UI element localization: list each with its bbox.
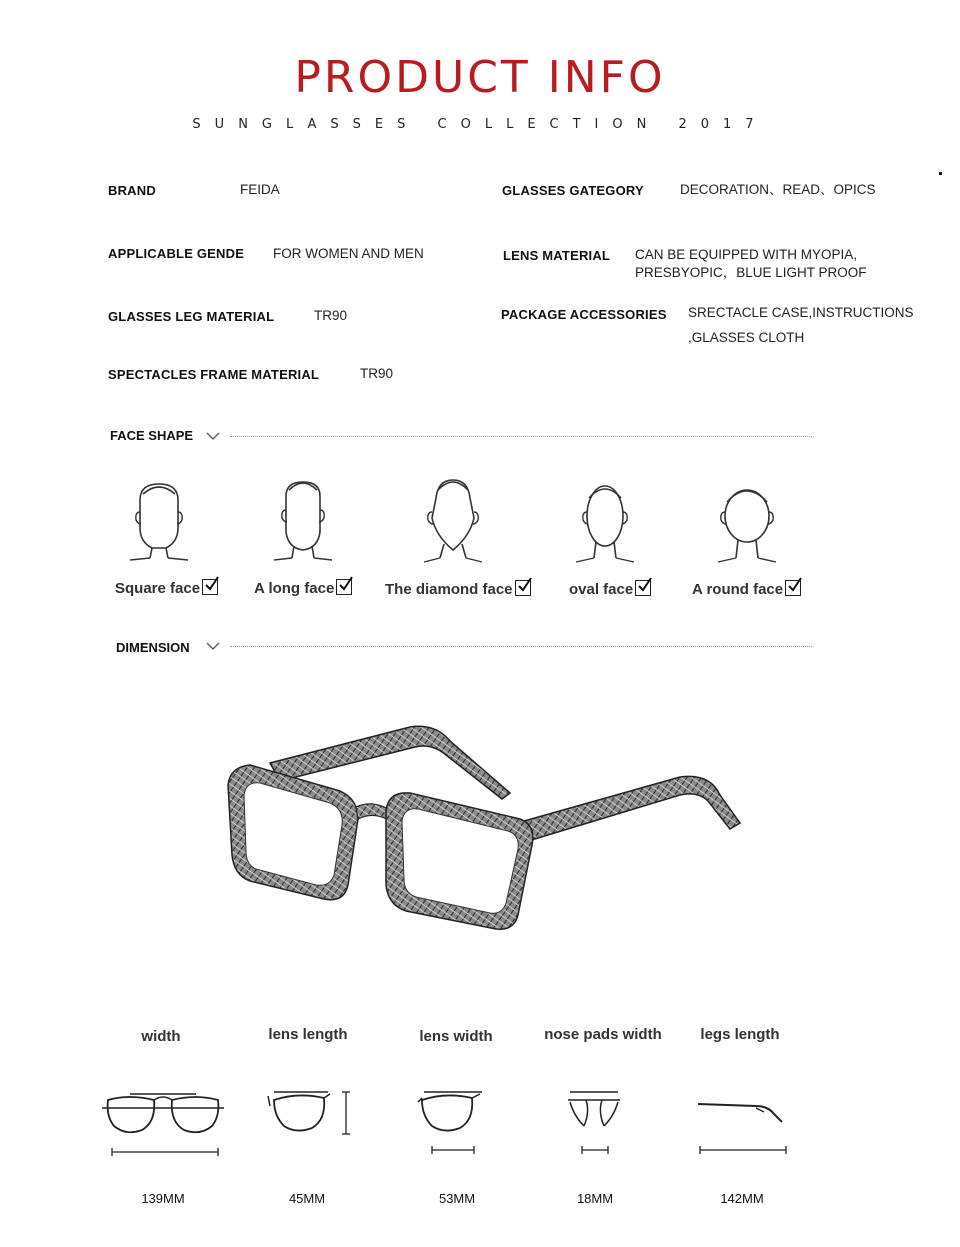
category-value: DECORATION、READ、OPICS: [680, 182, 876, 197]
face-label-round: [692, 580, 801, 598]
dim-value-width: 139MM: [141, 1191, 185, 1206]
face-label-oval: [569, 580, 651, 598]
nose-pads-icon: [564, 1082, 624, 1160]
glasses-width-icon: [100, 1082, 226, 1160]
diamond-face-icon: [418, 474, 488, 564]
dim-value-lens-length: 45MM: [288, 1191, 326, 1206]
face-shape-divider: [230, 436, 812, 437]
face-label-text: oval face: [569, 581, 634, 598]
chevron-down-icon: [206, 431, 220, 441]
face-label-long: [254, 579, 352, 597]
checkbox-checked-icon: [785, 580, 801, 596]
category-label: GLASSES GATEGORY: [502, 183, 644, 198]
oval-face-icon: [572, 478, 638, 564]
face-label-text: The diamond face: [385, 581, 513, 598]
frame-material-value: TR90: [360, 366, 394, 381]
product-glasses-image: [210, 715, 770, 945]
dim-label-legs-length: legs length: [700, 1026, 780, 1043]
long-face-icon: [270, 476, 336, 562]
face-label-text: A long face: [254, 580, 335, 597]
face-shape-heading: FACE SHAPE: [110, 428, 194, 443]
face-label-square: [115, 579, 218, 597]
chevron-down-icon: [206, 641, 220, 651]
face-label-diamond: [385, 580, 531, 598]
square-face-icon: [126, 478, 192, 562]
dim-value-legs-length: 142MM: [720, 1191, 764, 1206]
brand-value: FEIDA: [240, 182, 280, 197]
page-subtitle: SUNGLASSES COLLECTION 2017: [192, 117, 768, 132]
lens-width-icon: [414, 1082, 490, 1160]
checkbox-checked-icon: [202, 579, 218, 595]
lens-material-value-1: CAN BE EQUIPPED WITH MYOPIA,: [635, 247, 858, 262]
package-value-2: ,GLASSES CLOTH: [688, 330, 805, 345]
dim-label-nose-pads: nose pads width: [544, 1026, 662, 1043]
dimension-heading: DIMENSION: [116, 640, 190, 655]
lens-material-label: LENS MATERIAL: [503, 248, 611, 263]
gender-label: APPLICABLE GENDE: [108, 246, 245, 261]
dim-value-lens-width: 53MM: [438, 1191, 476, 1206]
dim-label-width: width: [141, 1028, 181, 1045]
leg-material-value: TR90: [314, 308, 348, 323]
brand-label: BRAND: [108, 183, 156, 198]
dim-label-lens-length: lens length: [268, 1026, 348, 1043]
checkbox-checked-icon: [635, 580, 651, 596]
dimension-divider: [230, 646, 812, 647]
dim-label-lens-width: lens width: [419, 1028, 493, 1045]
frame-material-label: SPECTACLES FRAME MATERIAL: [108, 367, 320, 382]
decorative-dot: [939, 172, 942, 175]
face-label-text: A round face: [692, 581, 784, 598]
checkbox-checked-icon: [336, 579, 352, 595]
package-label: PACKAGE ACCESSORIES: [501, 307, 667, 322]
page-title: PRODUCT INFO: [294, 52, 666, 103]
package-value-1: SRECTACLE CASE,INSTRUCTIONS: [688, 305, 914, 320]
leg-material-label: GLASSES LEG MATERIAL: [108, 309, 275, 324]
round-face-icon: [712, 478, 782, 564]
gender-value: FOR WOMEN AND MEN: [273, 246, 424, 261]
face-label-text: Square face: [115, 580, 201, 597]
lens-material-value-2: PRESBYOPIC，BLUE LIGHT PROOF: [635, 265, 867, 280]
checkbox-checked-icon: [515, 580, 531, 596]
legs-length-icon: [694, 1090, 790, 1160]
lens-length-icon: [266, 1082, 356, 1142]
dim-value-nose-pads: 18MM: [576, 1191, 614, 1206]
